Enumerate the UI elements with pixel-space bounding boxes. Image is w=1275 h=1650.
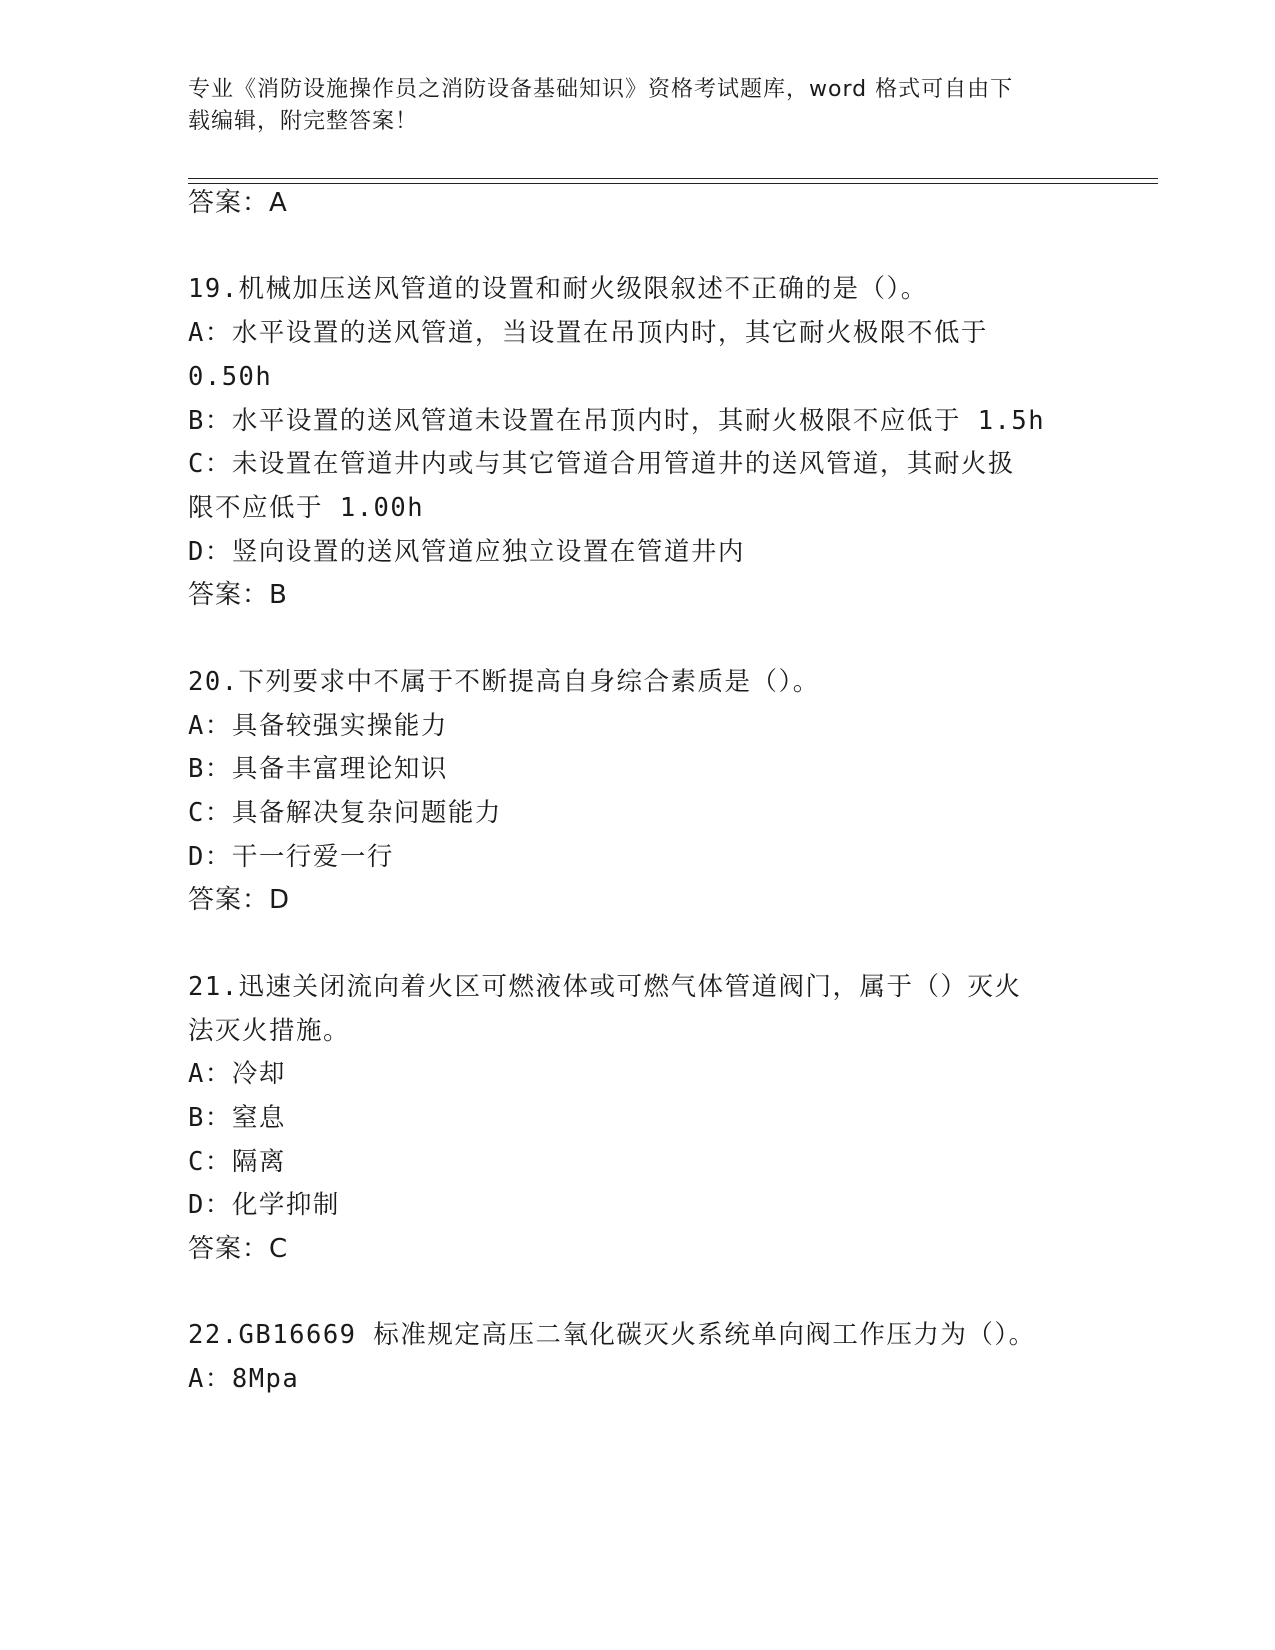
question-21-option-c: C：隔离 <box>188 1147 286 1177</box>
header-divider-top <box>188 178 1158 179</box>
answer-previous: 答案：A <box>188 188 288 218</box>
question-21-option-b: B：窒息 <box>188 1103 286 1133</box>
question-22-stem: 22.GB16669 标准规定高压二氧化碳灭火系统单向阀工作压力为（）。 <box>188 1320 1036 1350</box>
header-line-2: 载编辑，附完整答案！ <box>188 109 419 134</box>
question-19-option-a: A：水平设置的送风管道，当设置在吊顶内时，其它耐火极限不低于 <box>188 318 988 348</box>
question-19-option-c-cont: 限不应低于 1.00h <box>188 493 425 523</box>
question-21-stem-line-2: 法灭火措施。 <box>188 1016 351 1046</box>
question-19-option-b: B：水平设置的送风管道未设置在吊顶内时，其耐火极限不应低于 1.5h <box>188 406 1046 436</box>
question-20-option-b: B：具备丰富理论知识 <box>188 754 448 784</box>
header-divider-bottom <box>188 183 1158 184</box>
question-22-option-a: A：8Mpa <box>188 1364 300 1394</box>
question-21-option-d: D：化学抑制 <box>188 1190 340 1220</box>
question-19-option-a-cont: 0.50h <box>188 362 273 392</box>
question-19-stem: 19.机械加压送风管道的设置和耐火级限叙述不正确的是（）。 <box>188 274 928 304</box>
header-line-1: 专业《消防设施操作员之消防设备基础知识》资格考试题库，word 格式可自由下 <box>188 77 1014 102</box>
question-20-answer: 答案：D <box>188 885 291 915</box>
question-21-option-a: A：冷却 <box>188 1059 286 1089</box>
question-19-answer: 答案：B <box>188 580 288 610</box>
question-20-option-a: A：具备较强实操能力 <box>188 711 448 741</box>
question-20-option-c: C：具备解决复杂问题能力 <box>188 798 502 828</box>
question-21-stem-line-1: 21.迅速关闭流向着火区可燃液体或可燃气体管道阀门，属于（）灭火 <box>188 972 1022 1002</box>
question-20-stem: 20.下列要求中不属于不断提高自身综合素质是（）。 <box>188 667 820 697</box>
question-20-option-d: D：干一行爱一行 <box>188 842 394 872</box>
question-19-option-c: C：未设置在管道井内或与其它管道合用管道井的送风管道，其耐火扱 <box>188 449 1015 479</box>
question-19-option-d: D：竖向设置的送风管道应独立设置在管道井内 <box>188 537 745 567</box>
document-header <box>188 74 1068 138</box>
question-21-answer: 答案：C <box>188 1234 289 1264</box>
